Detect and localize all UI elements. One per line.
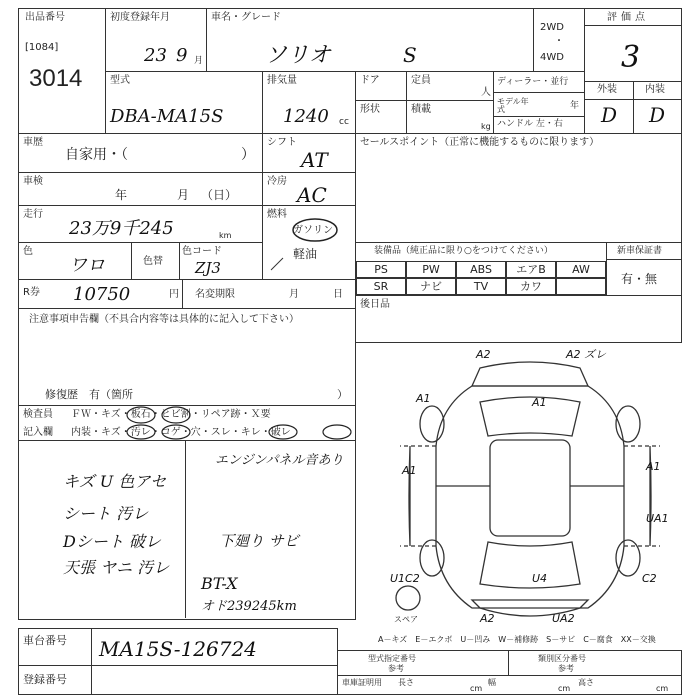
cat-ref: 参考 bbox=[558, 664, 574, 673]
meigi-day: 日 bbox=[333, 289, 343, 300]
shift-box bbox=[262, 133, 356, 173]
damage-mark: A1 bbox=[646, 460, 661, 473]
fuel-value: ガソリン bbox=[293, 225, 333, 236]
score-int-label: 内装 bbox=[645, 84, 665, 95]
chassis-value: MA15S-126724 bbox=[99, 637, 257, 661]
damage-mark: A1 bbox=[532, 396, 547, 409]
drive-box bbox=[533, 8, 585, 72]
equipment-item: PW bbox=[406, 261, 456, 278]
first-reg-unit: 月 bbox=[194, 56, 204, 66]
capacity-label: 定員 bbox=[411, 75, 431, 86]
length-cm: cm bbox=[470, 684, 483, 693]
color-box bbox=[18, 242, 263, 280]
equipment-box bbox=[355, 242, 607, 296]
remark-left-1: キズ U 色アセ bbox=[63, 472, 167, 491]
color-code-label: 色コード bbox=[182, 246, 222, 257]
equipment-grid bbox=[356, 261, 606, 295]
remark-right-2: 下廻り サビ bbox=[219, 532, 299, 550]
damage-mark: U1C2 bbox=[390, 572, 420, 585]
width-cm: cm bbox=[558, 684, 571, 693]
shift-label: シフト bbox=[267, 137, 297, 148]
damage-legend: A－キズ E－エクボ U－凹み W－補修跡 S－サビ C－腐食 XX－交換 bbox=[378, 635, 656, 644]
lot-number: 3014 bbox=[29, 65, 83, 92]
cc-unit: cc bbox=[339, 117, 349, 127]
notes-repair: 修復歴 有（箇所 bbox=[45, 388, 133, 401]
remark-right-4: オド239245km bbox=[201, 599, 297, 614]
mileage-label: 走行 bbox=[23, 209, 43, 220]
equipment-item: ナビ bbox=[406, 278, 456, 295]
handle-label: ハンドル 左・右 bbox=[497, 119, 563, 129]
color-value: ワロ bbox=[69, 255, 105, 276]
ac-box bbox=[262, 172, 356, 206]
cert-ref: 参考 bbox=[388, 664, 404, 673]
equipment-item: TV bbox=[456, 278, 506, 295]
capacity-box bbox=[406, 71, 494, 101]
score-ext: D bbox=[601, 103, 618, 127]
cc-label: 排気量 bbox=[267, 75, 297, 86]
score-label: 評価点 bbox=[607, 12, 649, 23]
notes-repair-close: ） bbox=[337, 388, 348, 401]
spare-label: スペア bbox=[394, 615, 418, 624]
mileage-box bbox=[18, 205, 263, 243]
registration-box bbox=[18, 665, 338, 695]
damage-mark: A2 ズレ bbox=[566, 348, 607, 361]
registration-label: 登録番号 bbox=[23, 673, 67, 686]
inspection-box bbox=[18, 172, 263, 206]
cc-value: 1240 bbox=[283, 106, 329, 127]
name-model: ソリオ bbox=[265, 43, 331, 68]
cat-label: 類別区分番号 bbox=[538, 654, 586, 663]
inspector-row bbox=[18, 405, 356, 441]
chassis-label: 車台番号 bbox=[23, 634, 67, 647]
damage-mark: A1 bbox=[402, 464, 417, 477]
bottom-right-box bbox=[337, 650, 682, 695]
equipment-item: エアB bbox=[506, 261, 556, 278]
first-reg-month: 9 bbox=[176, 45, 188, 66]
drive-dot: ・ bbox=[554, 36, 564, 47]
warranty-label: 新車保証書 bbox=[617, 246, 663, 256]
rticket-box bbox=[18, 279, 183, 309]
cc-box bbox=[262, 71, 356, 134]
width-label: 幅 bbox=[488, 678, 496, 687]
score-int: D bbox=[649, 103, 666, 127]
name-label: 車名・グレード bbox=[211, 12, 281, 23]
height-cm: cm bbox=[656, 684, 669, 693]
equipment-item: ABS bbox=[456, 261, 506, 278]
fuel-box bbox=[262, 205, 356, 280]
history-value: 自家用・（ bbox=[65, 147, 128, 163]
damage-mark: A1 bbox=[416, 392, 431, 405]
dealer-box bbox=[493, 71, 585, 134]
sales-point-label: セールスポイント（正常に機能するものに限ります） bbox=[360, 137, 600, 148]
mileage-unit: km bbox=[219, 231, 232, 240]
rticket-label: R券 bbox=[23, 287, 40, 298]
damage-mark: UA1 bbox=[646, 512, 669, 525]
remark-left-4: 天張 ヤニ 汚レ bbox=[63, 558, 170, 577]
cert-label: 型式指定番号 bbox=[368, 654, 416, 663]
later-doc-box bbox=[355, 295, 682, 343]
rticket-unit: 円 bbox=[169, 289, 179, 300]
lot-label: 出品番号 bbox=[25, 12, 65, 23]
entry-label: 記入欄 bbox=[23, 427, 53, 438]
color-code: ZJ3 bbox=[195, 259, 221, 277]
damage-mark: C2 bbox=[642, 572, 657, 585]
fuel-label: 燃料 bbox=[267, 209, 287, 220]
meigi-label: 名変期限 bbox=[195, 289, 235, 300]
history-box bbox=[18, 133, 263, 173]
warranty-value: 有・無 bbox=[621, 272, 658, 286]
load-label: 積載 bbox=[411, 104, 431, 115]
color-label: 色 bbox=[23, 246, 33, 257]
dealer-label: ディーラー・並行 bbox=[497, 77, 569, 87]
fuel-diesel: 軽油 bbox=[293, 247, 318, 261]
check-circles bbox=[19, 406, 355, 440]
later-doc-label: 後日品 bbox=[360, 299, 390, 310]
score-ext-label: 外装 bbox=[597, 84, 617, 95]
door-box bbox=[355, 71, 407, 101]
car-damage-diagram bbox=[380, 346, 680, 636]
length-label: 長さ bbox=[398, 678, 414, 687]
model-type-label: 型式 bbox=[110, 75, 130, 86]
name-grade: S bbox=[403, 43, 417, 67]
inspector-items: ＦＷ・キズ・板石・ヒビ割・リペア跡・Ｘ要 bbox=[71, 409, 271, 420]
entry-items: 内装・キズ・汚レ・コゲ・穴・スレ・キレ・破レ bbox=[71, 427, 291, 438]
meigi-box bbox=[182, 279, 356, 309]
capacity-unit: 人 bbox=[481, 87, 491, 98]
equipment-item: AW bbox=[556, 261, 606, 278]
notes-box bbox=[18, 308, 356, 406]
damage-mark: A2 bbox=[480, 612, 495, 625]
model-type-box bbox=[105, 71, 263, 134]
inspector-label: 検査員 bbox=[23, 409, 53, 420]
fuel-circle bbox=[263, 206, 355, 278]
load-unit: kg bbox=[481, 122, 491, 131]
notes-label: 注意事項申告欄（不具合内容等は具体的に記入して下さい） bbox=[29, 314, 299, 325]
door-label: ドア bbox=[360, 75, 380, 86]
ac-label: 冷房 bbox=[267, 176, 287, 187]
car-outline bbox=[396, 362, 660, 616]
remark-right-1: エンジンパネル音あり bbox=[215, 453, 344, 468]
equipment-item bbox=[556, 278, 606, 295]
damage-mark: U4 bbox=[532, 572, 548, 585]
model-year-unit: 年 bbox=[570, 101, 580, 111]
rticket-value: 10750 bbox=[73, 284, 131, 305]
color-change-label: 色替 bbox=[143, 256, 163, 267]
lot-code: [1084] bbox=[25, 42, 59, 53]
load-box bbox=[406, 100, 494, 134]
height-label: 高さ bbox=[578, 678, 594, 687]
remark-right-3: BT-X bbox=[201, 574, 238, 593]
first-reg-year: 23 bbox=[144, 45, 167, 66]
inspection-month: 月 bbox=[177, 188, 190, 202]
first-reg-box bbox=[105, 8, 207, 72]
model-year-label: モデル年式 bbox=[497, 97, 529, 114]
inspection-label: 車検 bbox=[23, 176, 43, 187]
meigi-month: 月 bbox=[289, 289, 299, 300]
first-reg-label: 初度登録年月 bbox=[110, 12, 170, 23]
damage-mark: A2 bbox=[476, 348, 491, 361]
history-close: ） bbox=[241, 147, 255, 163]
equipment-item: SR bbox=[356, 278, 406, 295]
chassis-box bbox=[18, 628, 338, 666]
drive-4wd: 4WD bbox=[540, 52, 564, 63]
shift-value: AT bbox=[301, 148, 328, 172]
drive-2wd: 2WD bbox=[540, 22, 564, 33]
sales-point-box bbox=[355, 133, 682, 243]
shape-box bbox=[355, 100, 407, 134]
lot-box bbox=[18, 8, 106, 134]
remarks-box bbox=[18, 440, 356, 620]
shape-label: 形状 bbox=[360, 104, 380, 115]
name-box bbox=[206, 8, 534, 72]
damage-mark: UA2 bbox=[552, 612, 575, 625]
equipment-item: カワ bbox=[506, 278, 556, 295]
remark-left-2: シート 汚レ bbox=[63, 504, 149, 523]
equipment-label: 装備品（純正品に限り○をつけてください） bbox=[374, 246, 553, 256]
warranty-box bbox=[606, 242, 682, 296]
model-type-value: DBA-MA15S bbox=[110, 106, 224, 127]
ac-value: AC bbox=[297, 183, 327, 207]
reg-cert-label: 車庫証明用 bbox=[342, 678, 382, 687]
score-value: 3 bbox=[621, 40, 641, 75]
inspection-day: （日） bbox=[201, 188, 238, 202]
score-box bbox=[584, 8, 682, 134]
mileage-value: 23万9千245 bbox=[69, 218, 174, 239]
inspection-year: 年 bbox=[115, 188, 128, 202]
equipment-item: PS bbox=[356, 261, 406, 278]
remark-left-3: Dシート 破レ bbox=[63, 532, 161, 551]
history-label: 車歴 bbox=[23, 137, 43, 148]
